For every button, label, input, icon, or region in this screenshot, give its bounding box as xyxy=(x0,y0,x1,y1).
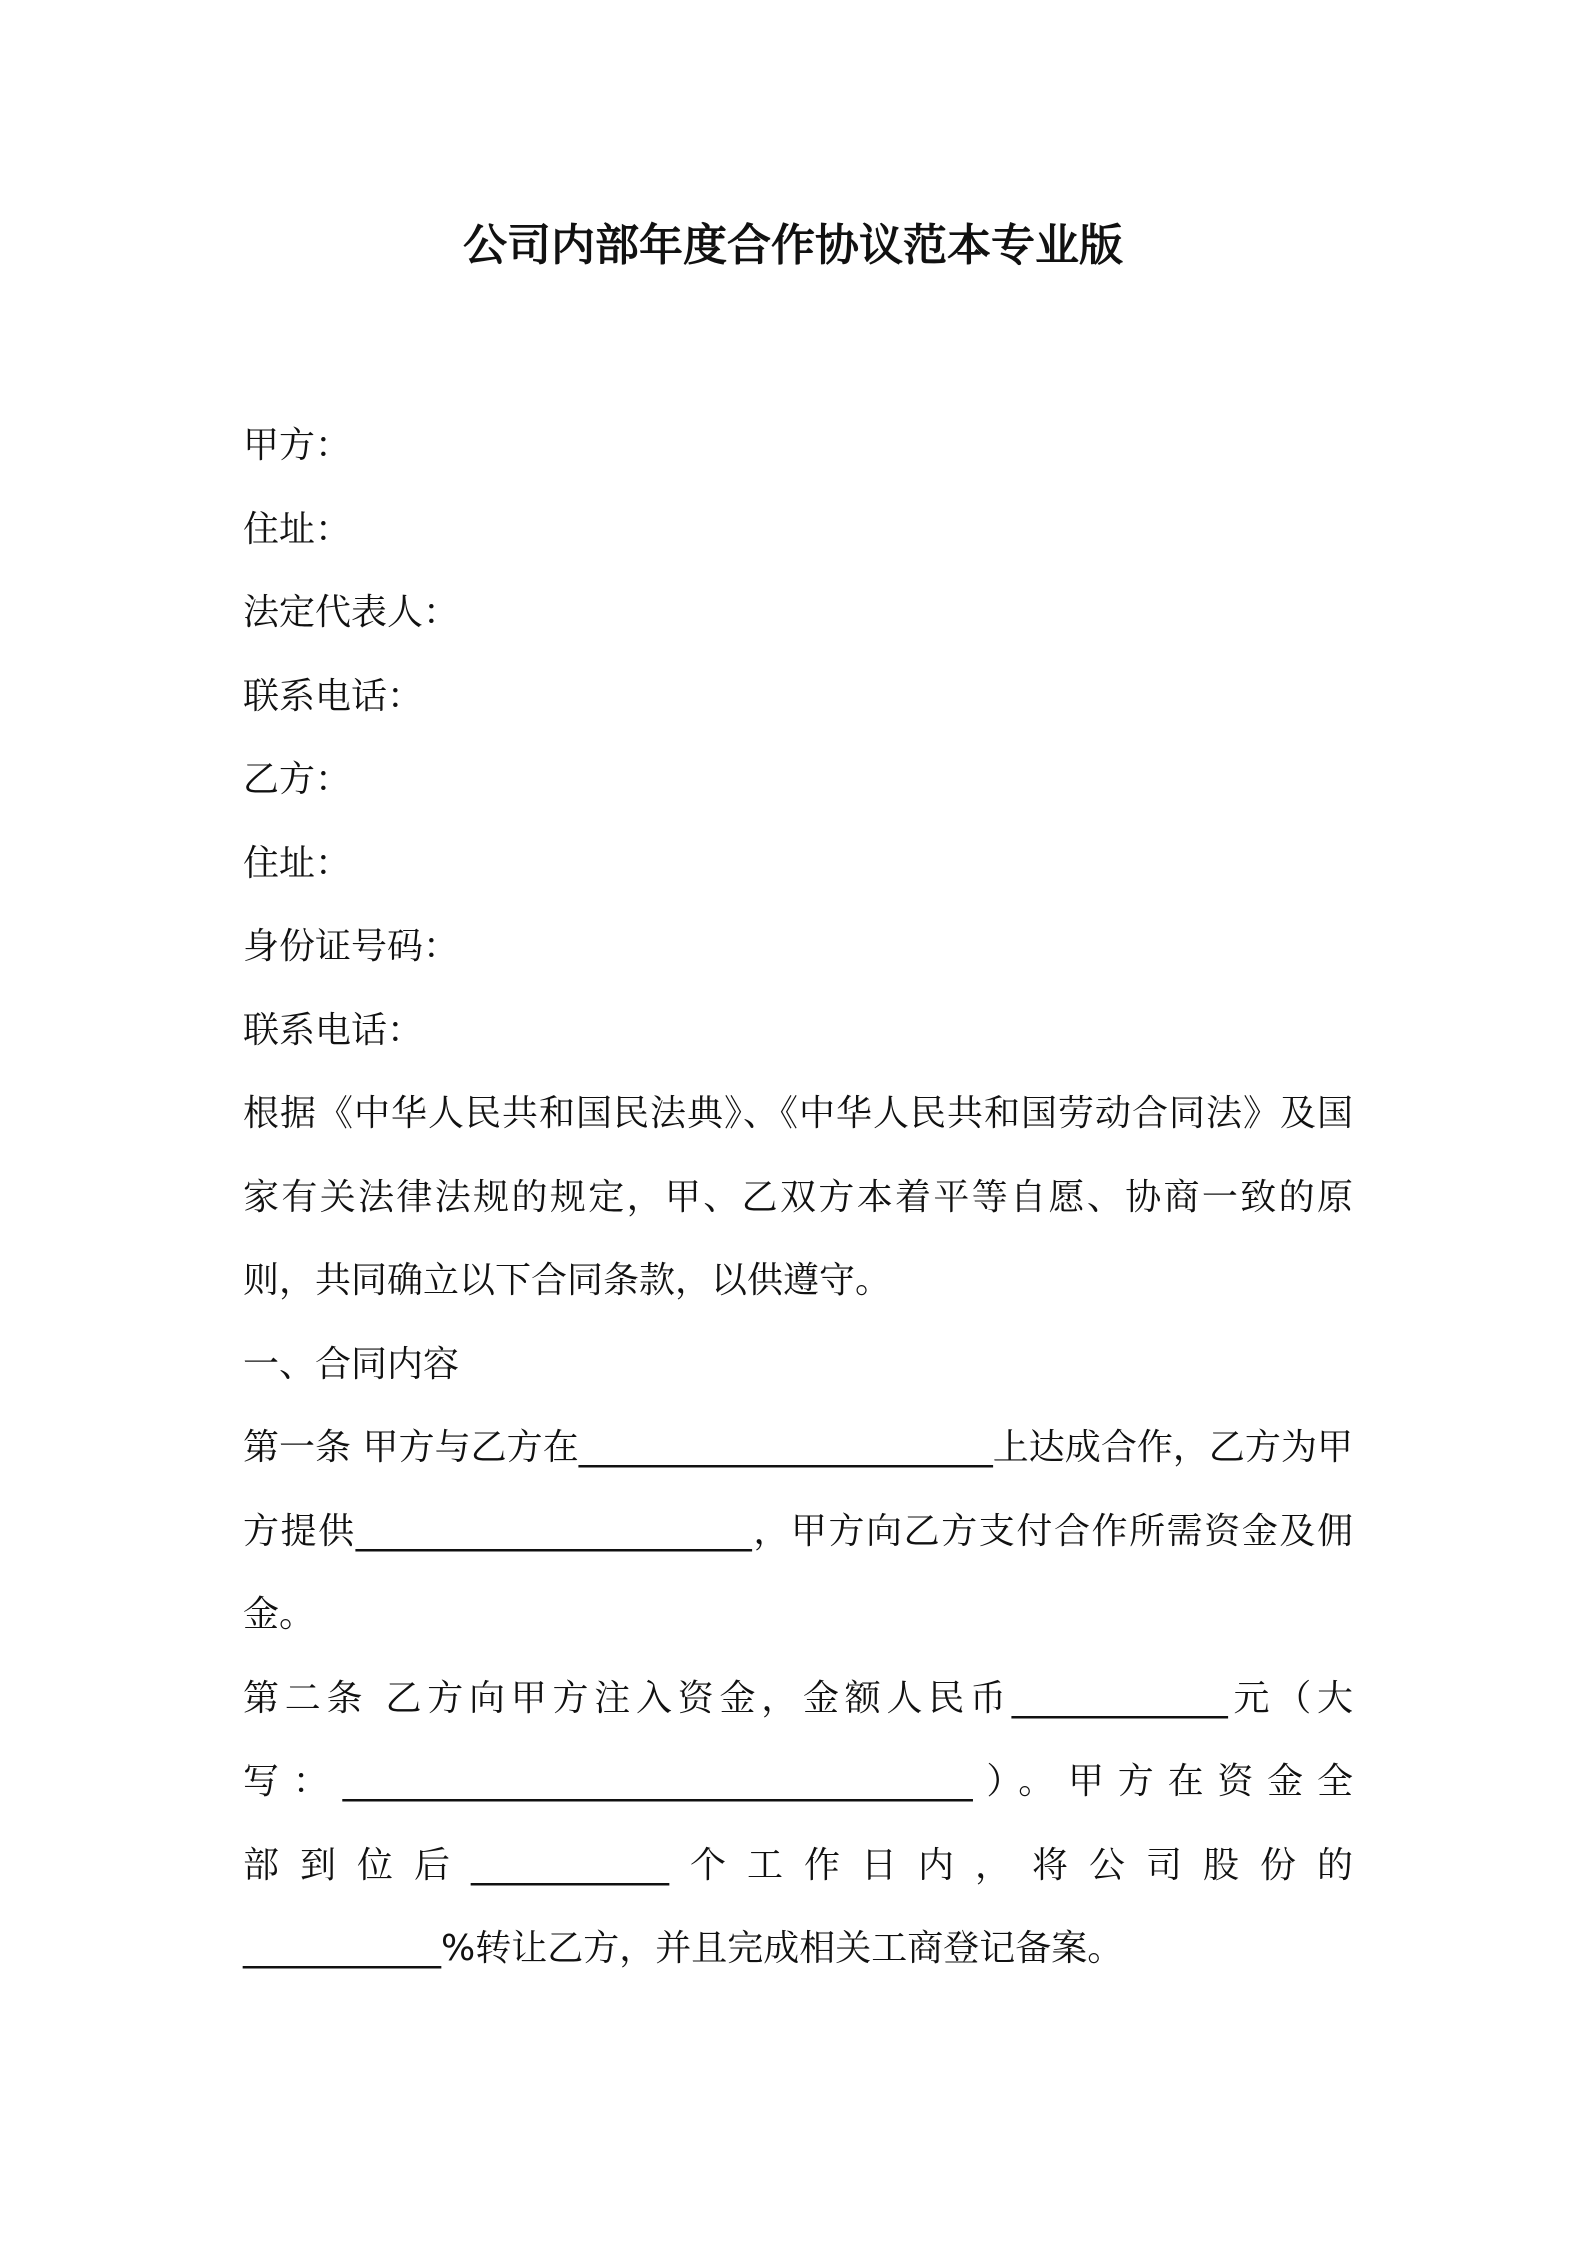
party-b-address-field: 住址： xyxy=(243,842,352,884)
article-two-line-3-glyph: 将 xyxy=(1031,1844,1068,1886)
party-a-legal-rep-field: 法定代表人： xyxy=(243,592,460,633)
article-two-line-3-glyph: 司 xyxy=(1145,1844,1182,1886)
article-two-line-3-glyph: 个 xyxy=(689,1844,726,1886)
article-two-line-3-glyph: 股 xyxy=(1202,1844,1239,1886)
article-two-line-2: 写：___________________________________）。甲方在资金全 xyxy=(243,1761,1353,1802)
article-two-line-3-glyph: 工 xyxy=(746,1844,783,1886)
section-one-heading: 一、合同内容 xyxy=(243,1343,460,1385)
article-two-line-3-glyph: ， xyxy=(974,1844,1011,1886)
article-one-paragraph: 第一条 甲方与乙方在_______________________上达成合作，乙方为甲方提供______________________，甲方向乙方支付合作所需资金及佣金。 xyxy=(243,1427,1353,1635)
document-body xyxy=(243,404,1353,1991)
party-a-name-field: 甲方： xyxy=(243,425,352,466)
article-two-line-3-glyph: 内 xyxy=(917,1844,954,1886)
article-two-line-3 xyxy=(243,1824,1353,1908)
document-title: 公司内部年度合作协议范本专业版 xyxy=(463,220,1123,271)
article-two-line-3-glyph: 的 xyxy=(1316,1844,1353,1886)
article-two-line-3-glyph: 部 xyxy=(243,1844,280,1886)
party-a-address-field: 住址： xyxy=(243,508,352,550)
article-two-line-3-glyph: 位 xyxy=(357,1844,394,1886)
party-a-phone-field: 联系电话： xyxy=(243,675,424,717)
article-two-line-3-glyph: 公 xyxy=(1088,1844,1125,1886)
article-two-line-3-glyph: 到 xyxy=(300,1844,337,1886)
article-two-line-3-glyph: 后 xyxy=(414,1844,451,1886)
article-two-line-1: 第二条 乙方向甲方注入资金，金额人民币____________元（大 xyxy=(243,1677,1353,1719)
article-two-line-3-glyph: ___________ xyxy=(471,1844,669,1886)
party-b-id-field: 身份证号码： xyxy=(243,926,460,967)
article-two-line-3-glyph: 日 xyxy=(860,1844,897,1886)
article-two-line-3-glyph: 份 xyxy=(1259,1844,1296,1886)
party-b-phone-field: 联系电话： xyxy=(243,1009,424,1051)
preamble-paragraph: 根据《中华人民共和国民法典》、《中华人民共和国劳动合同法》及国家有关法律法规的规定，甲、乙双方本着平等自愿、协商一致的原则，共同确立以下合同条款，以供遵守。 xyxy=(243,1093,1353,1301)
article-two-line-3-glyph: 作 xyxy=(803,1844,840,1886)
article-two-line-4: ___________%转让乙方，并且完成相关工商登记备案。 xyxy=(243,1928,1124,1969)
party-b-name-field: 乙方： xyxy=(243,759,352,800)
